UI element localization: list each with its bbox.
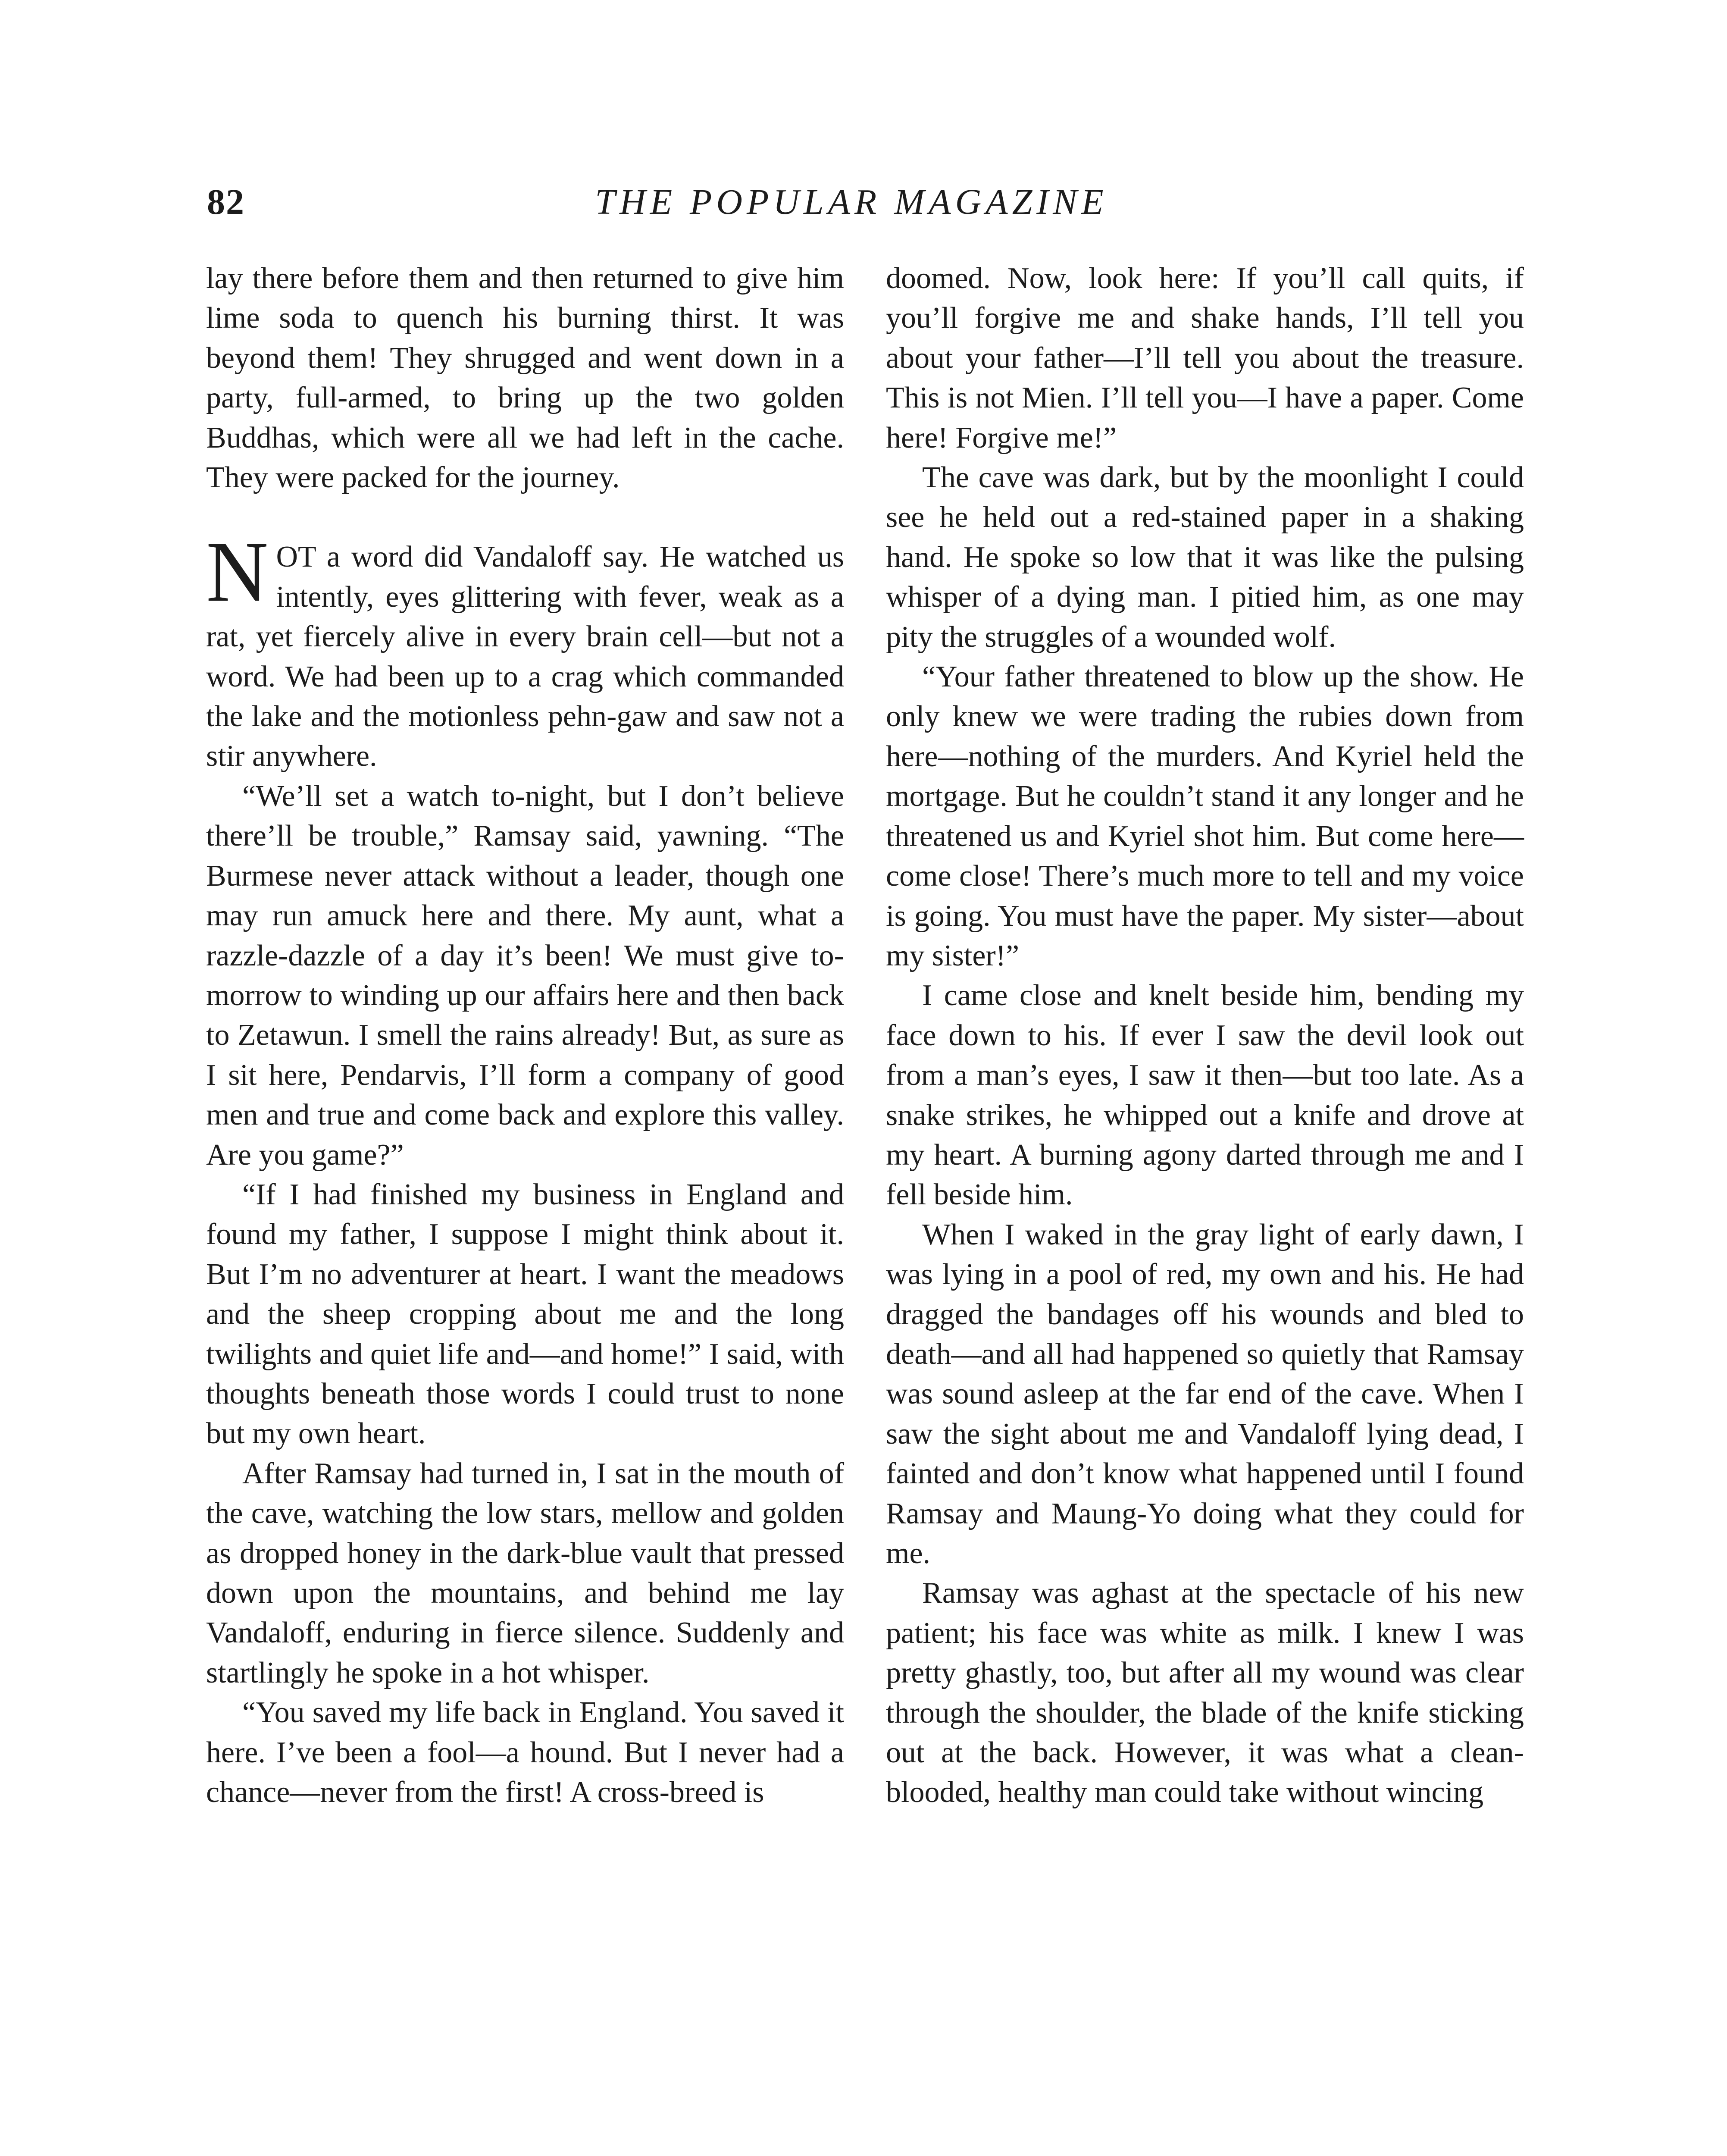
paragraph: “We’ll set a watch to-night, but I don’t believe there’ll be trouble,” Ramsay said, yawning. “The Burmese never attack without a leader, though one may run amuck here and there. My aunt, what a razzle-dazzle of a day it’s been! We must give to-morrow to winding up our affairs here and then back to Zetawun. I smell the rains already! But, as sure as I sit here, Pendarvis, I’ll form a company of good men and true and come back and explore this valley. Are you game?”	[206, 779, 844, 1172]
page-header	[207, 181, 1496, 237]
paragraph: “You saved my life back in England. You saved it here. I’ve been a fool—a hound. But I never had a chance—never from the first! A cross-breed is	[206, 1696, 844, 1809]
left-column	[206, 259, 844, 1812]
paragraph: “If I had finished my business in England and found my father, I suppose I might think about it. But I’m no adventurer at heart. I want the meadows and the sheep cropping about me and the long twilights and quiet life and—and home!” I said, with thoughts beneath those words I could trust to none but my own heart.	[206, 1178, 844, 1451]
paragraph: When I waked in the gray light of early dawn, I was lying in a pool of red, my own and his. He had dragged the bandages off his wounds and bled to death—and all had happened so quietly that Ramsay was sound asleep at the far end of the cave. When I saw the sight about me and Vandaloff lying dead, I fainted and don’t know what happened until I found Ramsay and Maung-Yo doing what they could for me.	[886, 1218, 1524, 1570]
paragraph: Ramsay was aghast at the spectacle of his new patient; his face was white as milk. I knew I was pretty ghastly, too, but after all my wound was clear through the shoulder, the blade of the knife sticking out at the back. However, it was what a clean-blooded, healthy man could take without wincing	[886, 1576, 1524, 1809]
page-number: 82	[207, 182, 245, 222]
section-paragraph	[206, 524, 844, 776]
paragraph-text: OT a word did Vandaloff say. He watched us intently, eyes glittering with fever, weak as a rat, yet fiercely alive in every brain cell—but not a word. We had been up to a crag which commanded the lake and the motionless pehn-gaw and saw not a stir anywhere.	[206, 540, 844, 773]
paragraph: The cave was dark, but by the moonlight I could see he held out a red-stained paper in a shaking hand. He spoke so low that it was like the pulsing whisper of a dying man. I pitied him, as one may pity the struggles of a wounded wolf.	[886, 461, 1524, 654]
right-column	[886, 259, 1524, 1813]
paragraph: I came close and knelt beside him, bending my face down to his. If ever I saw the devil look out from a man’s eyes, I saw it then—but too late. As a snake strikes, he whipped out a knife and drove at my heart. A burning agony darted through me and I fell beside him.	[886, 979, 1524, 1212]
paragraph: lay there before them and then returned to give him lime soda to quench his burning thirst. It was beyond them! They shrugged and went down in a party, full-armed, to bring up the two golden Buddhas, which were all we had left in the cache. They were packed for the journey.	[206, 262, 844, 495]
paragraph: After Ramsay had turned in, I sat in the mouth of the cave, watching the low stars, mellow and golden as dropped honey in the dark-blue vault that pressed down upon the mountains, and behind me lay Vandaloff, enduring in fierce silence. Suddenly and startlingly he spoke in a hot whisper.	[206, 1457, 844, 1689]
paragraph: doomed. Now, look here: If you’ll call quits, if you’ll forgive me and shake hands, I’ll tell you about your father—I’ll tell you about the treasure. This is not Mien. I’ll tell you—I have a paper. Come here! Forgive me!”	[886, 262, 1524, 454]
paragraph: “Your father threatened to blow up the show. He only knew we were trading the rubies down from here—nothing of the murders. And Kyriel held the mortgage. But he couldn’t stand it any longer and he threatened us and Kyriel shot him. But come here—come close! There’s much more to tell and my voice is going. You must have the paper. My sister—about my sister!”	[886, 660, 1524, 972]
running-title: THE POPULAR MAGAZINE	[595, 182, 1108, 222]
drop-cap: N	[206, 524, 269, 620]
